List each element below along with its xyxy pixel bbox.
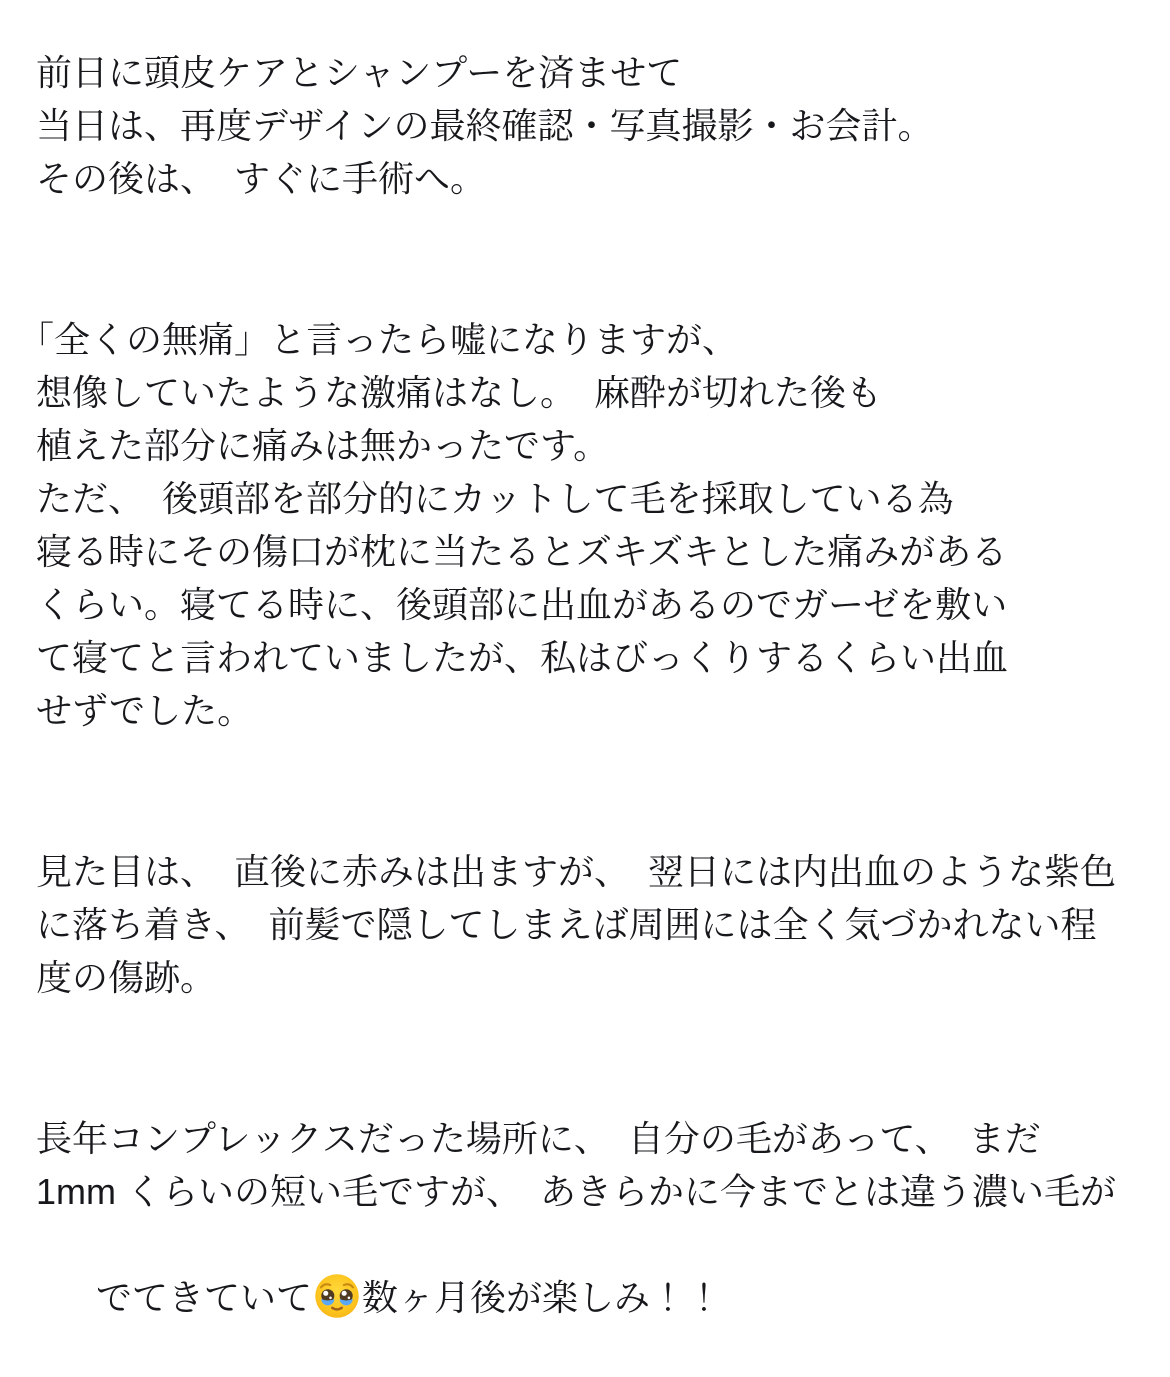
text-after-emoji: 数ヶ月後が楽しみ！！ xyxy=(362,1277,723,1318)
text-line: 想像していたような激痛はなし。 麻酔が切れた後も xyxy=(36,372,883,413)
text-line: くらい。寝てる時に、後頭部に出血があるのでガーゼを敷い xyxy=(36,584,1008,625)
text-line: 長年コンプレックスだった場所に、 自分の毛があって、 まだ xyxy=(36,1118,1041,1159)
paragraph-preparation xyxy=(36,46,1152,205)
text-line: て寝てと言われていましたが、私はびっくりするくらい出血 xyxy=(36,637,1009,678)
paragraph-pain xyxy=(18,313,1152,737)
text-line: 度の傷跡。 xyxy=(36,957,217,998)
text-line: ただ、 後頭部を部分的にカットして毛を採取している為 xyxy=(36,478,954,519)
text-line: その後は、 すぐに手術へ。 xyxy=(36,158,487,199)
paragraph-appearance xyxy=(36,845,1152,1004)
text-line: せずでした。 xyxy=(36,690,254,731)
face-holding-back-tears-emoji xyxy=(314,1273,360,1319)
text-line: 前日に頭皮ケアとシャンプーを済ませて xyxy=(36,52,683,93)
paragraph-result xyxy=(36,1112,1152,1377)
text-line-with-emoji xyxy=(36,1218,1152,1377)
text-line: 当日は、再度デザインの最終確認・写真撮影・お会計。 xyxy=(36,105,934,146)
text-line: に落ち着き、 前髪で隠してしまえば周囲には全く気づかれない程 xyxy=(36,904,1097,945)
text-line: 植えた部分に痛みは無かったです。 xyxy=(36,425,610,466)
text-line: 見た目は、 直後に赤みは出ますが、 翌日には内出血のような紫色 xyxy=(36,851,1117,892)
text-before-emoji: でてきていて xyxy=(96,1277,313,1318)
text-line: 寝る時にその傷口が枕に当たるとズキズキとした痛みがある xyxy=(36,531,1008,572)
text-line: 1mm くらいの短い毛ですが、 あきらかに今までとは違う濃い毛が xyxy=(36,1171,1117,1212)
text-line: 「全くの無痛」と言ったら嘘になりますが、 xyxy=(18,319,739,360)
